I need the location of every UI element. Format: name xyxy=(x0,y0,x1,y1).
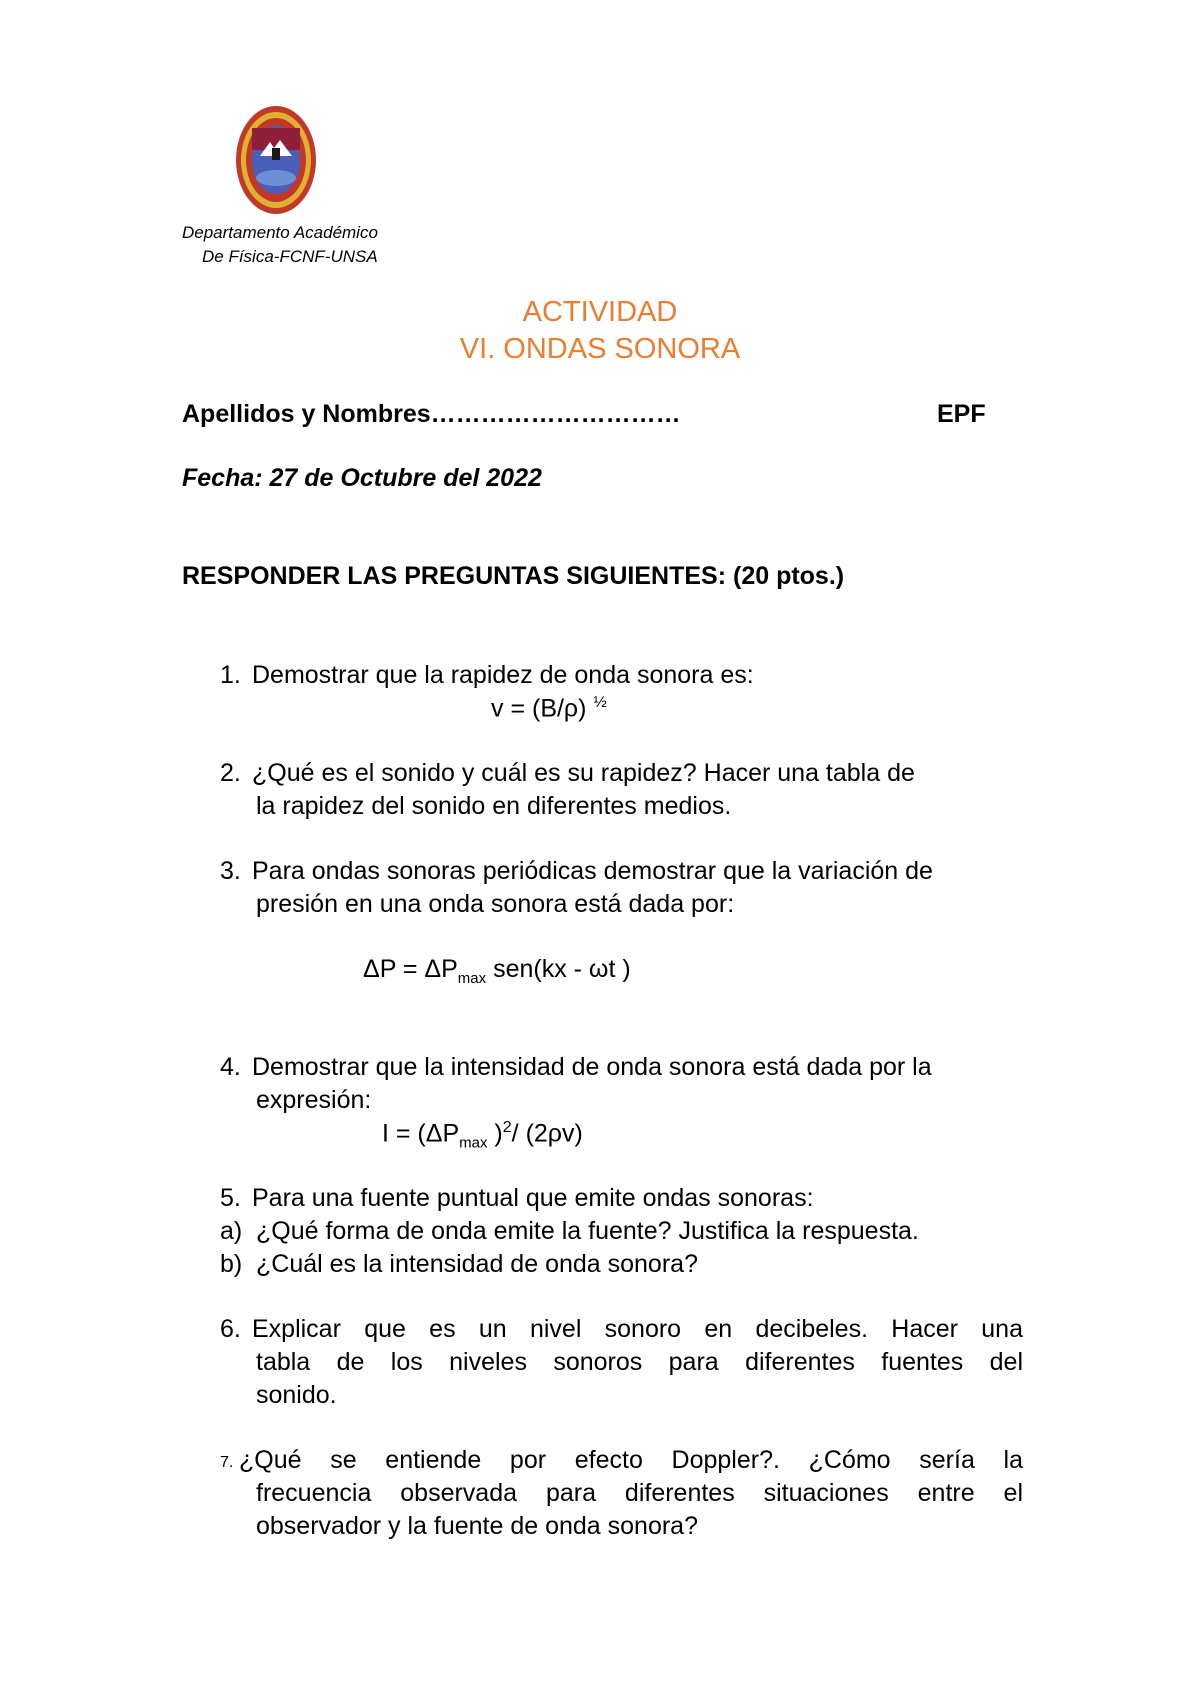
question-text: Demostrar que la intensidad de onda sonora está dada por la xyxy=(252,1053,932,1081)
question-text-cont: observador y la fuente de onda sonora? xyxy=(256,1512,698,1540)
question-number: 7. xyxy=(220,1454,234,1471)
question-text: Explicar que es un nivel sonoro en decibeles. Hacer una xyxy=(252,1315,1023,1343)
department-name: Departamento Académico xyxy=(182,223,378,242)
activity-title: ACTIVIDAD xyxy=(522,296,678,328)
question-number: 4. xyxy=(220,1053,241,1081)
sub-item-label: a) xyxy=(220,1217,243,1245)
question-text-cont: tabla de los niveles sonoros para diferentes fuentes del xyxy=(256,1348,1023,1376)
question-text: ¿Qué se entiende por efecto Doppler?. ¿Cómo sería la xyxy=(239,1446,1023,1474)
question-text-cont: sonido. xyxy=(256,1381,337,1409)
question-text-cont: expresión: xyxy=(256,1086,372,1114)
name-field-label: Apellidos y Nombres………………………… xyxy=(182,400,681,428)
question-text: Demostrar que la rapidez de onda sonora es: xyxy=(252,661,754,689)
question-text-cont: presión en una onda sonora está dada por: xyxy=(256,890,735,918)
date-line: Fecha: 27 de Octubre del 2022 xyxy=(182,464,542,492)
formula-pressure-variation: $\Delta P = \Delta P_{max}$ sen(kx - ωt ) xyxy=(363,955,631,987)
question-number: 1. xyxy=(220,661,241,689)
question-text: Para una fuente puntual que emite ondas sonoras: xyxy=(252,1184,814,1212)
school-label: EPF xyxy=(937,400,986,428)
question-text: ¿Qué es el sonido y cuál es su rapidez? Hacer una tabla de xyxy=(252,759,915,787)
sub-item-text: ¿Cuál es la intensidad de onda sonora? xyxy=(256,1250,698,1278)
university-seal-logo xyxy=(234,104,318,216)
question-number: 3. xyxy=(220,857,241,885)
instructions-heading: RESPONDER LAS PREGUNTAS SIGUIENTES: (20 ptos.) xyxy=(182,562,845,590)
formula-intensity: $I = (\Delta P_{max}$ )$^2$/ (2ρv) xyxy=(382,1119,583,1152)
department-faculty: De Física-FCNF-UNSA xyxy=(202,247,378,266)
question-number: 6. xyxy=(220,1315,241,1343)
question-text-cont: la rapidez del sonido en diferentes medios. xyxy=(256,792,732,820)
question-number: 2. xyxy=(220,759,241,787)
question-text: Para ondas sonoras periódicas demostrar que la variación de xyxy=(252,857,933,885)
formula-wave-speed: v = (B/ρ) $^{\frac{1}{2}}$ xyxy=(491,694,607,723)
activity-subtitle: VI. ONDAS SONORA xyxy=(459,333,741,365)
sub-item-label: b) xyxy=(220,1250,243,1278)
sub-item-text: ¿Qué forma de onda emite la fuente? Justifica la respuesta. xyxy=(256,1217,919,1245)
question-text-cont: frecuencia observada para diferentes situaciones entre el xyxy=(256,1479,1023,1507)
question-number: 5. xyxy=(220,1184,241,1212)
